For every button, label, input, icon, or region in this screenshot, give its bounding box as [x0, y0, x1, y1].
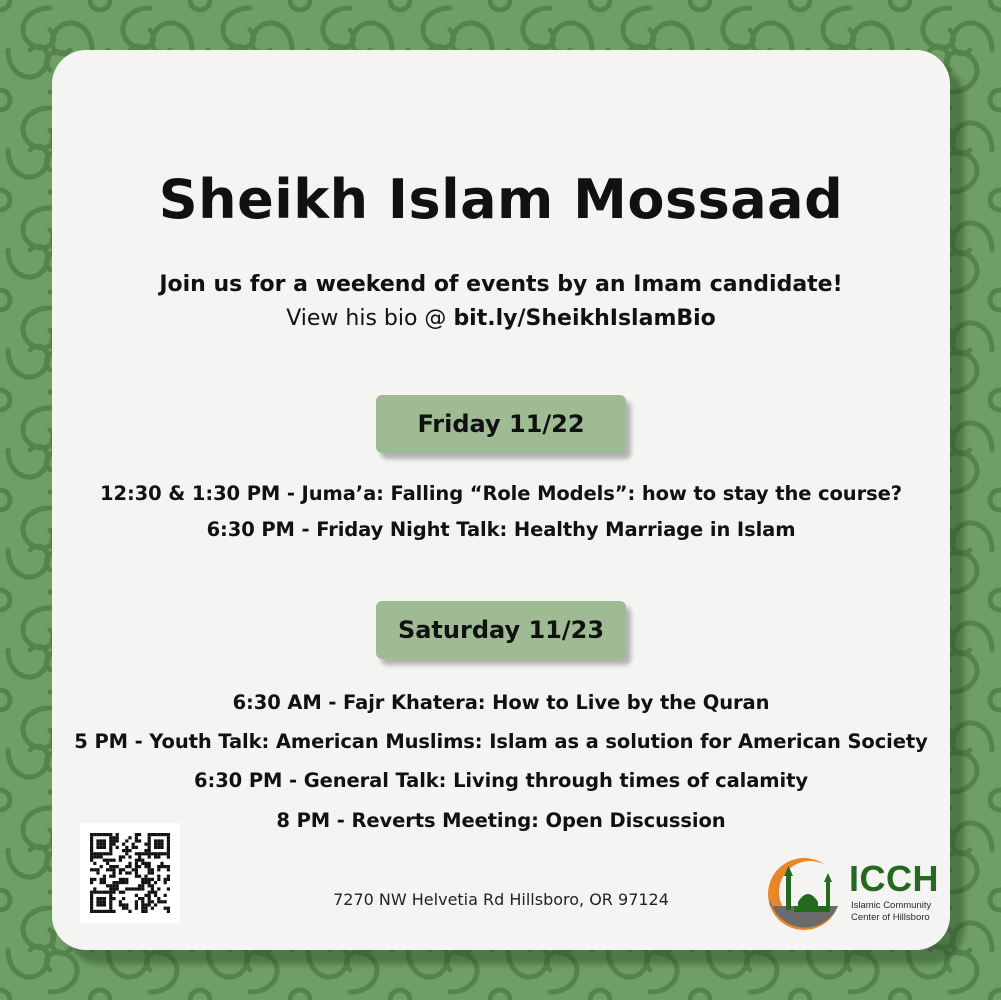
address: 7270 NW Helvetia Rd Hillsboro, OR 97124: [333, 890, 669, 909]
mosque-icon: [764, 856, 848, 932]
subtitle: Join us for a weekend of events by an Imam candidate!: [159, 272, 843, 297]
event-item: 6:30 AM - Fajr Khatera: How to Live by the Quran: [232, 691, 770, 714]
bio-line: [52, 306, 950, 331]
event-item: 6:30 PM - General Talk: Living through times of calamity: [194, 769, 808, 792]
page-title: Sheikh Islam Mossaad: [158, 168, 844, 231]
day-heading-saturday: Saturday 11/23: [376, 601, 626, 659]
event-item: 5 PM - Youth Talk: American Muslims: Islam as a solution for American Society: [74, 730, 928, 753]
icch-logo: [764, 856, 944, 932]
logo-line-2: Center of Hillsboro: [851, 912, 930, 923]
qr-code-icon[interactable]: [80, 823, 180, 923]
event-item: 12:30 & 1:30 PM - Juma’a: Falling “Role Models”: how to stay the course?: [100, 482, 902, 505]
event-card: [52, 50, 950, 950]
day-heading-friday: Friday 11/22: [376, 395, 626, 453]
logo-acronym: ICCH: [849, 858, 939, 899]
event-item: 8 PM - Reverts Meeting: Open Discussion: [276, 809, 726, 832]
logo-line-1: Islamic Community: [851, 900, 932, 911]
event-item: 6:30 PM - Friday Night Talk: Healthy Marriage in Islam: [206, 518, 796, 541]
bio-prefix: View his bio @: [286, 306, 447, 331]
bio-link[interactable]: bit.ly/SheikhIslamBio: [453, 306, 716, 331]
